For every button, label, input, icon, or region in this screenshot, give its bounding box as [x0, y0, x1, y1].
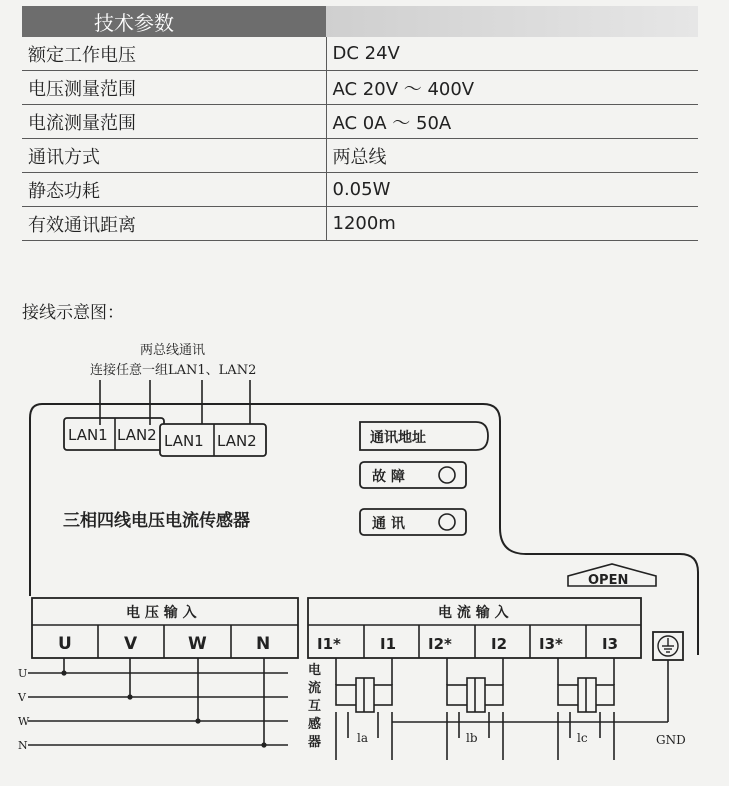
spec-header-title: 技术参数: [22, 6, 326, 37]
voltage-terminal-w: W: [188, 634, 207, 654]
voltage-terminal-v: V: [124, 634, 138, 654]
line-label-v: V: [18, 691, 26, 704]
spec-row: [22, 207, 698, 241]
spec-row-label: 静态功耗: [22, 173, 326, 207]
gnd-label: GND: [656, 733, 686, 747]
bus-note-line1: 两总线通讯: [140, 343, 206, 358]
voltage-input-label: 电 压 输 入: [126, 605, 197, 621]
current-terminal-i3: I3: [602, 635, 619, 653]
current-terminal-i1-star: I1*: [317, 635, 341, 653]
spec-row-value: AC 20V ～ 400V: [326, 71, 698, 105]
junction: [196, 719, 200, 723]
line-label-w: W: [18, 715, 30, 728]
ct-label-char: 流: [308, 681, 322, 696]
ct-label-char: 感: [308, 717, 322, 732]
current-terminal-i2: I2: [491, 635, 508, 653]
spec-row: [22, 139, 698, 173]
spec-row-value: DC 24V: [326, 37, 698, 71]
address-label: 通讯地址: [370, 430, 426, 446]
ct-label-char: 互: [308, 699, 322, 714]
ct-name-lc: lc: [577, 731, 588, 745]
voltage-terminal-u: U: [58, 634, 72, 654]
lan1-port-label: LAN1: [164, 432, 204, 450]
line-label-u: U: [18, 667, 28, 680]
current-terminal-i1: I1: [380, 635, 397, 653]
current-terminal-i3-star: I3*: [539, 635, 563, 653]
open-label: OPEN: [588, 573, 629, 588]
junction: [62, 671, 66, 675]
wiring-diagram-title: 接线示意图：: [22, 303, 124, 323]
spec-row: [22, 37, 698, 71]
spec-header-fill: [326, 6, 698, 37]
spec-row-value: 1200m: [326, 207, 698, 241]
fault-label: 故 障: [372, 469, 405, 485]
lan2-port-label: LAN2: [217, 432, 257, 450]
spec-row-label: 电流测量范围: [22, 105, 326, 139]
bus-note-line2: 连接任意一组LAN1、LAN2: [90, 363, 257, 378]
wiring-diagram: [0, 330, 729, 786]
lan1-port-label: LAN1: [68, 426, 108, 444]
current-input-label: 电 流 输 入: [438, 605, 509, 621]
spec-table-header: [22, 6, 698, 37]
voltage-terminal-n: N: [256, 634, 271, 654]
spec-row-label: 电压测量范围: [22, 71, 326, 105]
spec-row: [22, 105, 698, 139]
lan2-port-label: LAN2: [117, 426, 157, 444]
spec-table: [22, 6, 698, 241]
spec-row-label: 有效通讯距离: [22, 207, 326, 241]
spec-row: [22, 173, 698, 207]
spec-row-value: AC 0A ～ 50A: [326, 105, 698, 139]
line-label-n: N: [18, 739, 28, 752]
ct-label-char: 电: [308, 663, 322, 678]
junction: [128, 695, 132, 699]
spec-row-label: 额定工作电压: [22, 37, 326, 71]
current-transformer-label: [308, 662, 321, 750]
spec-row: [22, 71, 698, 105]
comm-label: 通 讯: [372, 516, 405, 532]
comm-led-icon: [439, 514, 455, 530]
current-terminal-i2-star: I2*: [428, 635, 452, 653]
ct-label-char: 器: [308, 735, 322, 750]
ground-icon: [658, 636, 678, 656]
spec-row-label: 通讯方式: [22, 139, 326, 173]
fault-led-icon: [439, 467, 455, 483]
spec-row-value: 两总线: [326, 139, 698, 173]
junction: [262, 743, 266, 747]
ct-name-la: la: [357, 731, 368, 745]
device-name: 三相四线电压电流传感器: [63, 511, 250, 531]
ct-name-lb: lb: [466, 731, 478, 745]
spec-row-value: 0.05W: [326, 173, 698, 207]
device-outline-left: [30, 404, 42, 596]
power-line-labels: [17, 667, 30, 752]
